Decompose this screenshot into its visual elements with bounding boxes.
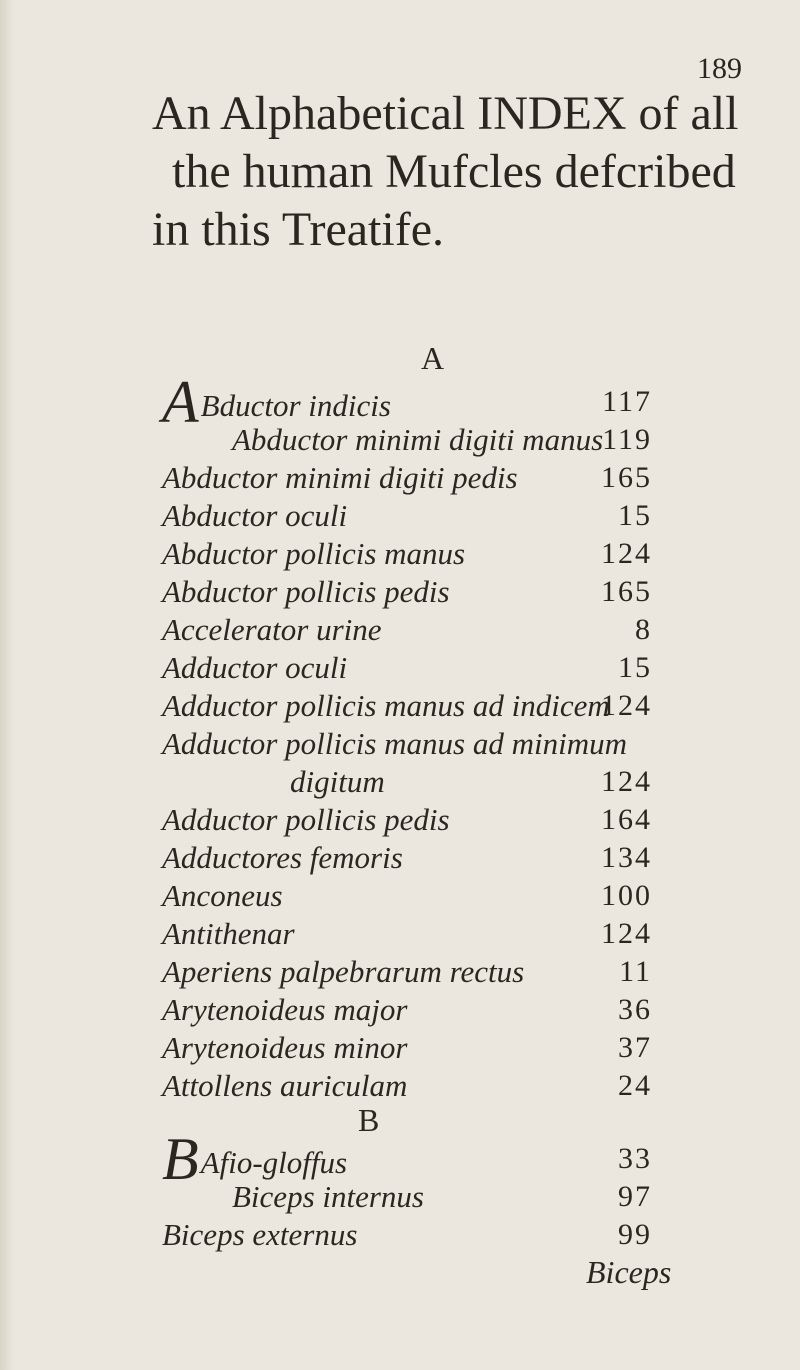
entry-name-continuation: digitum [290, 764, 385, 799]
entry-name: Anconeus [162, 878, 283, 913]
heading-line-3: in this Treatife. [152, 203, 445, 256]
entry-page: 36 [618, 993, 652, 1026]
entry-page: 11 [619, 955, 652, 988]
entry-name: BAfio-gloffus [162, 1126, 348, 1192]
section-letter-b: B [358, 1102, 380, 1138]
entry-name: Abductor minimi digiti pedis [162, 460, 518, 495]
entry-name: Adductor pollicis pedis [162, 802, 450, 837]
entry-name: Arytenoideus major [162, 992, 408, 1027]
entry-page: 117 [602, 385, 652, 418]
entry-name: Adductor pollicis manus ad minimum [162, 726, 627, 761]
entry-name: Aperiens palpebrarum rectus [162, 954, 525, 989]
entry-page: 124 [601, 689, 652, 722]
index-entry [0, 421, 800, 459]
entry-page: 124 [601, 765, 652, 798]
entry-page: 124 [601, 917, 652, 950]
entry-name: Abductor pollicis manus [162, 536, 466, 571]
entry-name: Biceps externus [162, 1217, 358, 1252]
drop-initial: B [162, 1126, 199, 1192]
index-entry [0, 497, 800, 535]
entry-page: 124 [601, 537, 652, 570]
entry-page: 15 [618, 651, 652, 684]
index-entry [0, 369, 800, 435]
entry-page: 37 [618, 1031, 652, 1064]
index-entry [0, 611, 800, 649]
entry-page: 164 [601, 803, 652, 836]
index-entry [0, 725, 800, 763]
entry-page: 15 [618, 499, 652, 532]
index-entry [0, 991, 800, 1029]
catchword: Biceps [586, 1254, 672, 1290]
entry-page: 33 [618, 1142, 652, 1175]
entry-name: Attollens auriculam [162, 1068, 408, 1103]
entry-name: Antithenar [162, 916, 295, 951]
index-entry [0, 573, 800, 611]
entry-name: ABductor indicis [162, 369, 391, 435]
entry-name: Biceps internus [232, 1179, 424, 1214]
drop-initial: A [162, 369, 199, 435]
entry-name: Abductor oculi [162, 498, 348, 533]
index-entry [0, 649, 800, 687]
entry-name: Adductor oculi [162, 650, 348, 685]
index-entry [0, 1216, 800, 1254]
entry-page: 8 [635, 613, 652, 646]
entry-name: Abductor minimi digiti manus [232, 422, 604, 457]
index-entry [0, 1029, 800, 1067]
entry-name: Adductores femoris [162, 840, 403, 875]
index-entry [0, 763, 800, 801]
index-entry [0, 1178, 800, 1216]
index-entry [0, 535, 800, 573]
index-entry [0, 459, 800, 497]
index-entry [0, 1126, 800, 1192]
page-number: 189 [697, 52, 742, 85]
heading-line-1: An Alphabetical INDEX of all [152, 87, 739, 140]
entry-name: Accelerator urine [162, 612, 382, 647]
entry-page: 24 [618, 1069, 652, 1102]
index-entry [0, 839, 800, 877]
entry-page: 134 [601, 841, 652, 874]
entry-name: Adductor pollicis manus ad indicem [162, 688, 610, 723]
entry-page: 100 [601, 879, 652, 912]
section-letter-a: A [421, 340, 445, 376]
index-heading [152, 85, 739, 259]
index-entry [0, 1067, 800, 1105]
index-entry [0, 801, 800, 839]
entry-page: 97 [618, 1180, 652, 1213]
entry-name: Abductor pollicis pedis [162, 574, 450, 609]
index-entry [0, 953, 800, 991]
entry-page: 119 [602, 423, 652, 456]
entry-name: Arytenoideus minor [162, 1030, 408, 1065]
entry-page: 165 [601, 461, 652, 494]
index-entry [0, 687, 800, 725]
entry-page: 165 [601, 575, 652, 608]
heading-line-2: the human Mufcles defcribed [172, 145, 736, 198]
entry-page: 99 [618, 1218, 652, 1251]
index-entry [0, 877, 800, 915]
index-entry [0, 915, 800, 953]
